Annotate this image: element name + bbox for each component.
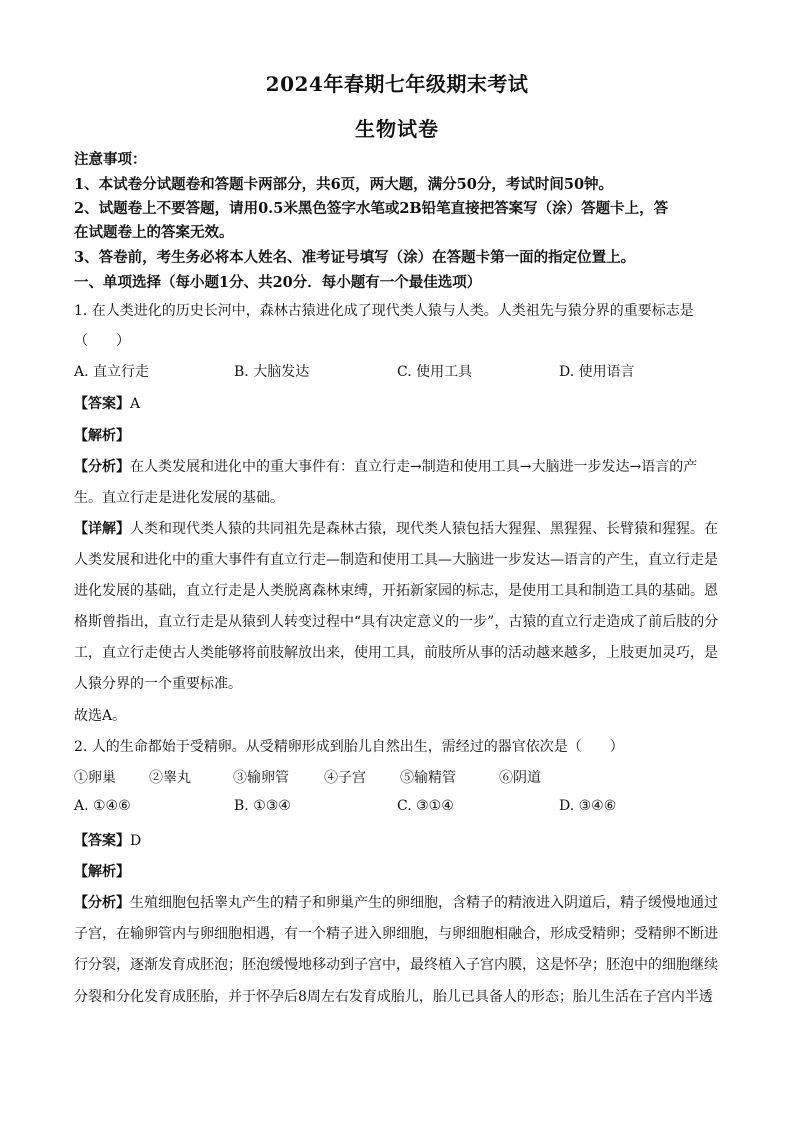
q2-answer-label: 【答案】 <box>74 833 130 849</box>
q1-detail-line-3: 进化发展的基础，直立行走是人类脱离森林束缚，开拓新家园的标志，是使用工具和制造工具的基础。恩 <box>74 583 718 599</box>
note-item-2: 2、试题卷上不要答题，请用0.5米黑色签字水笔或2B铅笔直接把答案写（涂）答题卡上，答 <box>74 200 669 217</box>
q1-fenxi-line-2: 生。直立行走是进化发展的基础。 <box>74 490 284 506</box>
q2-option-c: C. ③①④ <box>397 798 454 814</box>
q2-organ-4: ④子宫 <box>324 770 366 786</box>
q2-fenxi-text-1: 生殖细胞包括睾丸产生的精子和卵巢产生的卵细胞，含精子的精液进入阴道后，精子缓慢地通过 <box>130 895 718 911</box>
q1-detail-line-6: 人猿分界的一个重要标准。 <box>74 676 242 692</box>
q1-conclusion: 故选A。 <box>74 708 127 724</box>
q2-fenxi-label: 【分析】 <box>74 895 130 911</box>
section-heading: 一、单项选择（每小题1分、共20分．每小题有一个最佳选项） <box>74 274 482 291</box>
q1-detail-line-4: 格斯曾指出，直立行走是从猿到人转变过程中“具有决定意义的一步”，古猿的直立行走造成了前后肢的分 <box>74 614 719 630</box>
q1-answer <box>74 393 140 413</box>
q2-organ-6: ⑥阴道 <box>499 770 541 786</box>
q1-option-d: D. 使用语言 <box>559 364 635 380</box>
notes-heading: 注意事项： <box>74 151 147 168</box>
q1-fenxi-text-1: 在人类发展和进化中的重大事件有：直立行走→制造和使用工具→大脑进一步发达→语言的产 <box>130 459 698 475</box>
q2-fenxi-line-4: 分裂和分化发育成胚胎，并于怀孕后8周左右发育成胎儿，胎儿已具备人的形态；胎儿生活在子宫内半透 <box>74 989 713 1005</box>
q2-fenxi-line-3: 行分裂，逐渐发育成胚泡；胚泡缓慢地移动到子宫中，最终植入子宫内膜，这是怀孕；胚泡中的细胞继续 <box>74 957 718 973</box>
q2-option-b: B. ①③④ <box>234 798 291 814</box>
note-item-3: 3、答卷前，考生务必将本人姓名、准考证号填写（涂）在答题卡第一面的指定位置上。 <box>74 249 636 266</box>
q1-detail-line-5: 工，直立行走使古人类能够将前肢解放出来，使用工具，前肢所从事的活动越来越多，上肢更加灵巧，是 <box>74 645 718 661</box>
q1-detail-text-1: 人类和现代类人猿的共同祖先是森林古猿，现代类人猿包括大猩猩、黑猩猩、长臂猿和猩猩。在 <box>130 521 718 537</box>
exam-title: 2024年春期七年级期末考试 <box>265 72 529 96</box>
q1-stem: 1. 在人类进化的历史长河中，森林古猿进化成了现代类人猿与人类。人类祖先与猿分界的重要标志是 <box>74 303 694 319</box>
q2-organ-1: ①卵巢 <box>74 770 116 786</box>
q2-analysis-label: 【解析】 <box>74 864 130 880</box>
q1-answer-value: A <box>130 396 141 412</box>
exam-subject: 生物试卷 <box>355 117 439 141</box>
q1-option-b: B. 大脑发达 <box>234 364 310 380</box>
q2-option-d: D. ③④⑥ <box>559 798 617 814</box>
q1-answer-label: 【答案】 <box>74 396 130 412</box>
q2-stem: 2. 人的生命都始于受精卵。从受精卵形成到胎儿自然出生，需经过的器官依次是（ ） <box>74 739 624 755</box>
q2-organ-2: ②睾丸 <box>149 770 191 786</box>
q1-option-c: C. 使用工具 <box>397 364 473 380</box>
q1-detail-label: 【详解】 <box>74 521 130 537</box>
q1-fenxi-label: 【分析】 <box>74 459 130 475</box>
q1-detail-line-2: 人类发展和进化中的重大事件有直立行走—制造和使用工具—大脑进一步发达—语言的产生，直立行走是 <box>74 552 718 568</box>
q2-option-a: A. ①④⑥ <box>74 798 131 814</box>
note-item-2-cont: 在试题卷上的答案无效。 <box>74 224 234 241</box>
q1-stem-blank: （ ） <box>74 333 130 349</box>
q1-option-a: A. 直立行走 <box>74 364 150 380</box>
note-item-1: 1、本试卷分试题卷和答题卡两部分，共6页，两大题，满分50分，考试时间50钟。 <box>74 176 614 193</box>
q2-answer-value: D <box>130 833 142 849</box>
q2-organ-5: ⑤输精管 <box>400 770 456 786</box>
q2-answer <box>74 830 141 850</box>
q1-fenxi-line-1 <box>74 456 697 476</box>
q2-organ-3: ③输卵管 <box>233 770 289 786</box>
q2-fenxi-line-1 <box>74 892 718 912</box>
q1-detail-line-1 <box>74 518 718 538</box>
q2-fenxi-line-2: 子宫，在输卵管内与卵细胞相遇，有一个精子进入卵细胞，与卵细胞相融合，形成受精卵；受精卵不断进 <box>74 926 718 942</box>
q1-analysis-label: 【解析】 <box>74 428 130 444</box>
